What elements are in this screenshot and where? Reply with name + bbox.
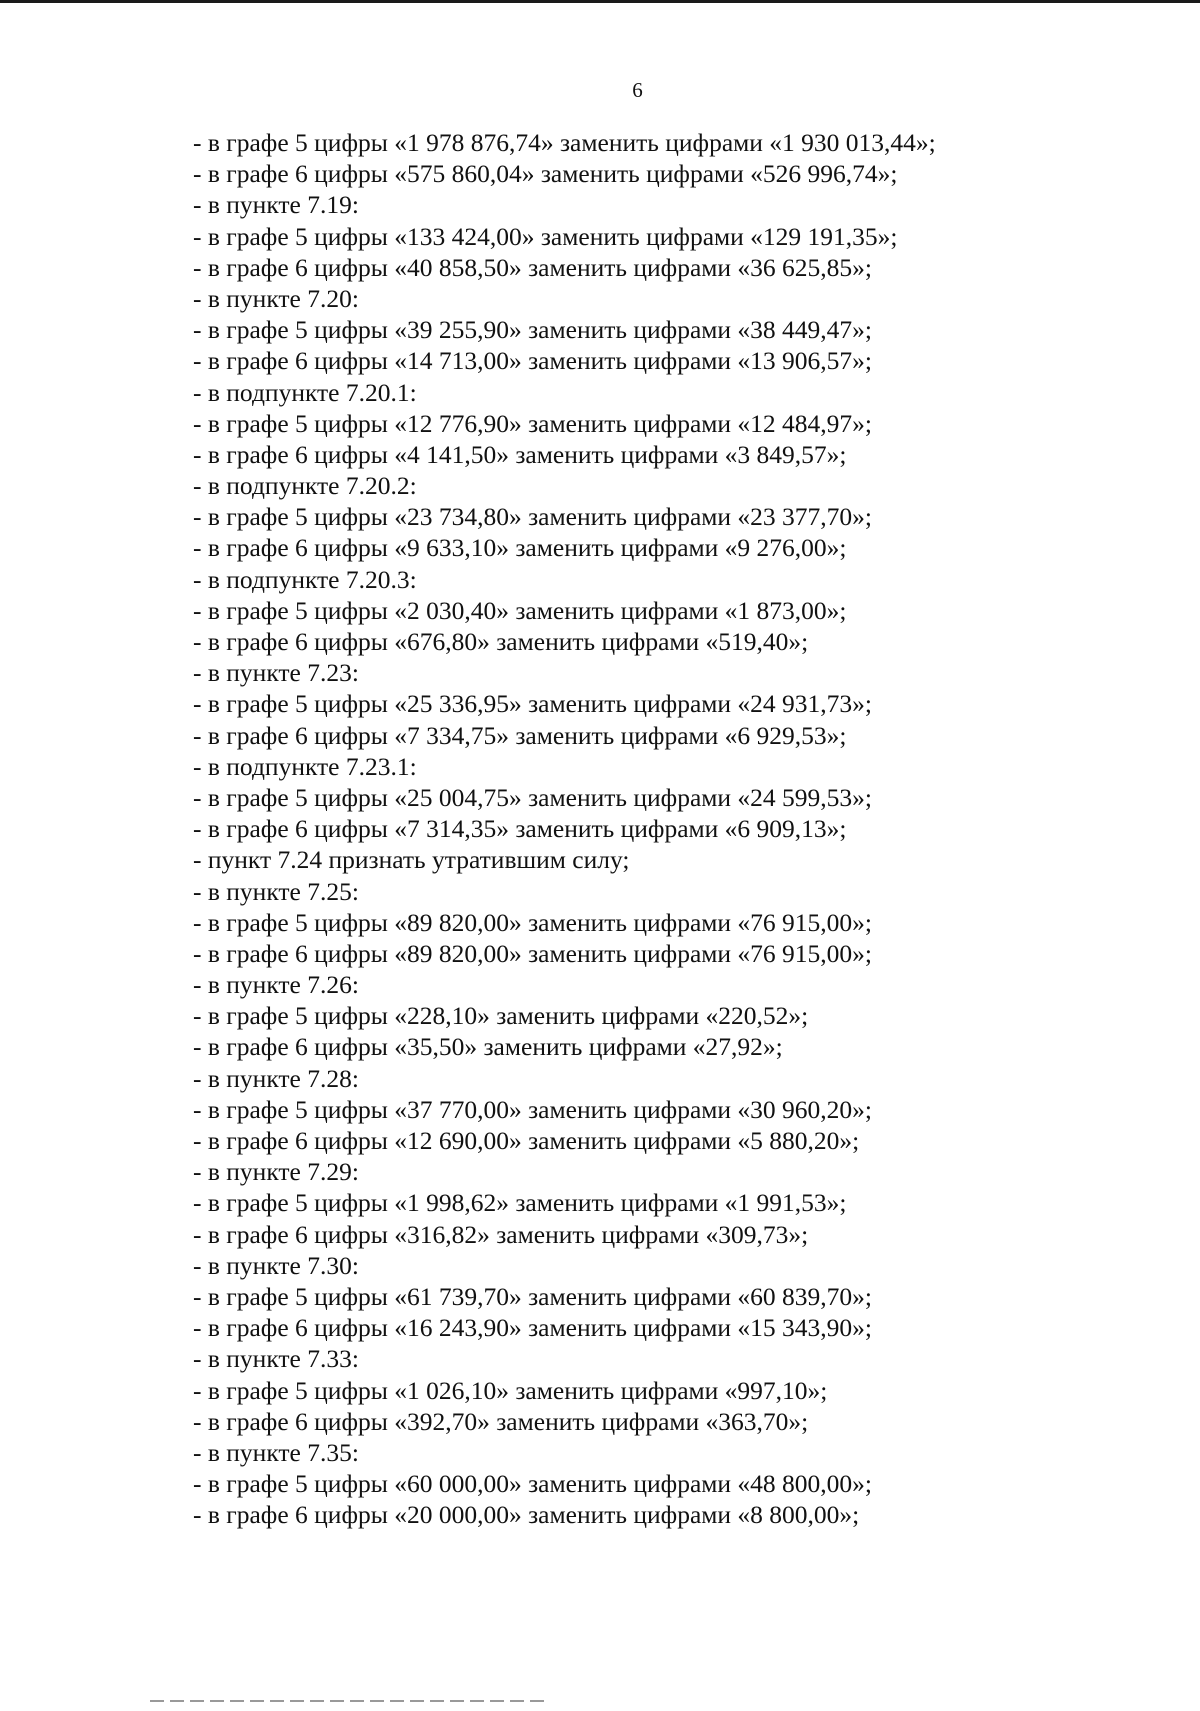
document-line: - в графе 5 цифры «1 978 876,74» заменить цифрами «1 930 013,44»; bbox=[193, 128, 936, 157]
document-line: - в подпункте 7.20.2: bbox=[193, 471, 417, 501]
document-line: - в графе 5 цифры «1 026,10» заменить цифрами «997,10»; bbox=[193, 1375, 828, 1405]
document-line: - в пункте 7.35: bbox=[193, 1437, 359, 1467]
document-line: - в графе 5 цифры «25 004,75» заменить цифрами «24 599,53»; bbox=[193, 782, 873, 812]
document-line: - в графе 5 цифры «61 739,70» заменить цифрами «60 839,70»; bbox=[193, 1281, 873, 1311]
document-line: - в графе 5 цифры «133 424,00» заменить цифрами «129 191,35»; bbox=[193, 221, 898, 251]
document-line: - в подпункте 7.20.1: bbox=[193, 377, 417, 407]
scan-bottom-edge bbox=[150, 1700, 550, 1702]
document-line: - в графе 6 цифры «12 690,00» заменить цифрами «5 880,20»; bbox=[193, 1126, 860, 1155]
page-number: 6 bbox=[632, 78, 643, 102]
document-line: - в подпункте 7.23.1: bbox=[193, 751, 417, 781]
document-line: - в графе 6 цифры «575 860,04» заменить цифрами «526 996,74»; bbox=[193, 159, 898, 189]
document-line: - в графе 5 цифры «89 820,00» заменить цифрами «76 915,00»; bbox=[193, 907, 873, 937]
document-line: - в графе 6 цифры «20 000,00» заменить цифрами «8 800,00»; bbox=[193, 1500, 860, 1530]
document-line: - в пункте 7.30: bbox=[193, 1250, 359, 1280]
document-line: - в графе 5 цифры «2 030,40» заменить цифрами «1 873,00»; bbox=[193, 595, 847, 625]
document-line: - в графе 6 цифры «40 858,50» заменить цифрами «36 625,85»; bbox=[193, 252, 873, 282]
document-line: - в пункте 7.28: bbox=[193, 1063, 359, 1093]
document-line: - в пункте 7.29: bbox=[193, 1157, 359, 1187]
document-line: - в графе 5 цифры «23 734,80» заменить цифрами «23 377,70»; bbox=[193, 502, 873, 532]
document-line: - в графе 6 цифры «14 713,00» заменить цифрами «13 906,57»; bbox=[193, 346, 873, 376]
document-line: - в подпункте 7.20.3: bbox=[193, 564, 417, 594]
document-line: - в графе 6 цифры «35,50» заменить цифрами «27,92»; bbox=[193, 1032, 783, 1062]
document-line: - в графе 6 цифры «676,80» заменить цифрами «519,40»; bbox=[193, 627, 809, 656]
document-line: - в графе 6 цифры «4 141,50» заменить цифрами «3 849,57»; bbox=[193, 439, 847, 469]
document-line: - в пункте 7.26: bbox=[193, 970, 359, 1000]
document-line: - в графе 5 цифры «37 770,00» заменить цифрами «30 960,20»; bbox=[193, 1094, 873, 1124]
document-line: - в графе 6 цифры «7 334,75» заменить цифрами «6 929,53»; bbox=[193, 720, 847, 750]
document-line: - пункт 7.24 признать утратившим силу; bbox=[193, 845, 630, 875]
document-line: - в графе 5 цифры «60 000,00» заменить цифрами «48 800,00»; bbox=[193, 1469, 873, 1499]
document-line: - в графе 5 цифры «25 336,95» заменить цифрами «24 931,73»; bbox=[193, 689, 873, 719]
document-line: - в пункте 7.25: bbox=[193, 876, 359, 906]
document-line: - в графе 6 цифры «7 314,35» заменить цифрами «6 909,13»; bbox=[193, 814, 847, 844]
document-line: - в графе 5 цифры «39 255,90» заменить цифрами «38 449,47»; bbox=[193, 315, 873, 345]
document-line: - в графе 5 цифры «228,10» заменить цифрами «220,52»; bbox=[193, 1001, 809, 1031]
document-line: - в графе 6 цифры «392,70» заменить цифрами «363,70»; bbox=[193, 1406, 809, 1436]
scan-top-edge bbox=[0, 0, 1200, 3]
document-line: - в графе 5 цифры «12 776,90» заменить цифрами «12 484,97»; bbox=[193, 408, 873, 438]
document-line: - в пункте 7.23: bbox=[193, 658, 359, 688]
document-line: - в пункте 7.33: bbox=[193, 1344, 359, 1374]
document-line: - в пункте 7.20: bbox=[193, 283, 359, 313]
document-line: - в графе 6 цифры «16 243,90» заменить цифрами «15 343,90»; bbox=[193, 1313, 873, 1343]
document-line: - в графе 6 цифры «89 820,00» заменить цифрами «76 915,00»; bbox=[193, 938, 873, 968]
document-line: - в пункте 7.19: bbox=[193, 190, 359, 220]
document-line: - в графе 6 цифры «9 633,10» заменить цифрами «9 276,00»; bbox=[193, 533, 847, 563]
document-line: - в графе 6 цифры «316,82» заменить цифрами «309,73»; bbox=[193, 1219, 809, 1249]
document-body bbox=[193, 127, 1153, 1530]
document-line: - в графе 5 цифры «1 998,62» заменить цифрами «1 991,53»; bbox=[193, 1188, 847, 1218]
